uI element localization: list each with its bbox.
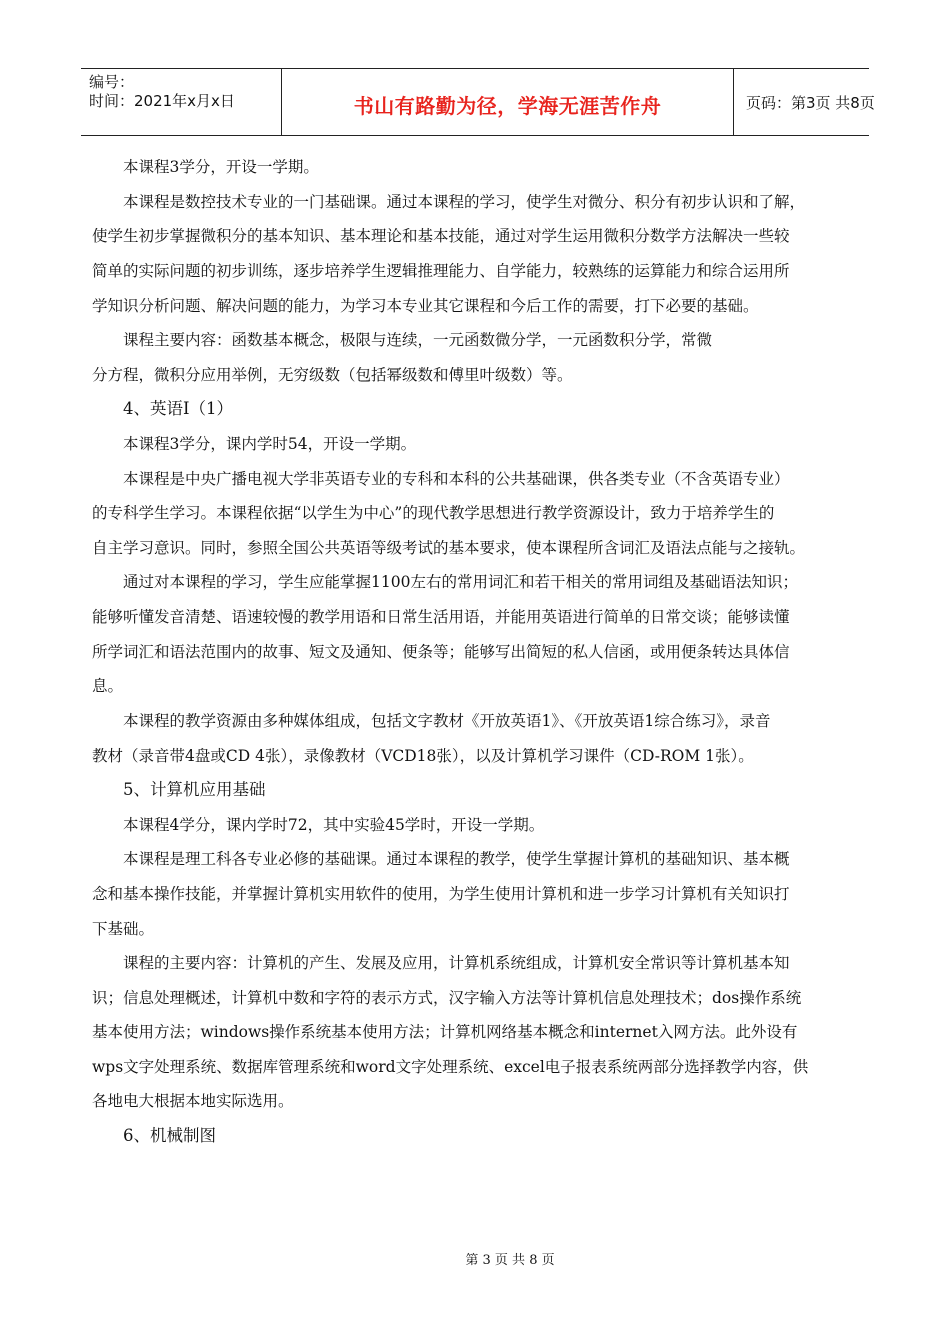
- body-text-line: 本课程4学分，课内学时72，其中实验45学时，开设一学期。: [123, 816, 545, 834]
- body-text-line: 基本使用方法；windows操作系统基本使用方法；计算机网络基本概念和internet入网方法。此外设有: [92, 1023, 798, 1041]
- body-text-line: 本课程3学分，开设一学期。: [123, 158, 319, 176]
- body-text-line: 本课程3学分，课内学时54，开设一学期。: [123, 435, 417, 453]
- body-text-line: 念和基本操作技能，并掌握计算机实用软件的使用，为学生使用计算机和进一步学习计算机有关知识打: [92, 885, 790, 903]
- body-text-line: 所学词汇和语法范围内的故事、短文及通知、便条等；能够写出简短的私人信函，或用便条转达具体信: [92, 643, 790, 661]
- body-text-line: 本课程的教学资源由多种媒体组成，包括文字教材《开放英语1》、《开放英语1综合练习》，录音: [123, 712, 771, 730]
- body-text-line: 本课程是理工科各专业必修的基础课。通过本课程的教学，使学生掌握计算机的基础知识、基本概: [123, 850, 790, 868]
- body-text-line: 使学生初步掌握微积分的基本知识、基本理论和基本技能，通过对学生运用微积分数学方法解决一些较: [92, 227, 790, 245]
- page-header: [81, 68, 875, 136]
- body-text-line: 教材（录音带4盘或CD 4张），录像教材（VCD18张），以及计算机学习课件（CD-ROM 1张）。: [92, 747, 754, 765]
- header-motto-cell: [282, 69, 734, 135]
- body-text-line: 课程主要内容：函数基本概念，极限与连续，一元函数微分学，一元函数积分学，常微: [123, 331, 713, 349]
- body-text-line: 息。: [92, 677, 124, 695]
- body-text-line: wps文字处理系统、数据库管理系统和word文字处理系统、excel电子报表系统两部分选择教学内容，供: [92, 1058, 809, 1076]
- body-text-line: 本课程是数控技术专业的一门基础课。通过本课程的学习，使学生对微分、积分有初步认识和了解，: [123, 193, 806, 211]
- body-text-line: 各地电大根据本地实际选用。: [92, 1092, 294, 1110]
- body-text-line: 的专科学生学习。本课程依据“以学生为中心”的现代教学思想进行教学资源设计，致力于培养学生的: [92, 504, 775, 522]
- section-heading: 4、英语Ⅰ（1）: [123, 399, 234, 418]
- document-number-label: 编号：: [89, 73, 135, 91]
- body-text-line: 课程的主要内容：计算机的产生、发展及应用，计算机系统组成，计算机安全常识等计算机基本知: [123, 954, 790, 972]
- body-text-line: 能够听懂发音清楚、语速较慢的教学用语和日常生活用语，并能用英语进行简单的日常交谈；能够读懂: [92, 608, 790, 626]
- body-text-line: 识；信息处理概述，计算机中数和字符的表示方式，汉字输入方法等计算机信息处理技术；dos操作系统: [92, 989, 802, 1007]
- body-text-line: 学知识分析问题、解决问题的能力，为学习本专业其它课程和今后工作的需要，打下必要的基础。: [92, 297, 759, 315]
- header-left-cell: [81, 69, 282, 135]
- header-right-cell: [734, 69, 875, 135]
- body-text-line: 自主学习意识。同时，参照全国公共英语等级考试的基本要求，使本课程所含词汇及语法点能与之接轨。: [92, 539, 806, 557]
- document-time-label: 时间：2021年x月x日: [89, 92, 235, 110]
- section-heading: 6、机械制图: [123, 1126, 216, 1145]
- page-footer: 第 3 页 共 8 页: [465, 1253, 555, 1268]
- header-motto: 书山有路勤为径，学海无涯苦作舟: [353, 94, 662, 118]
- body-text-line: 分方程，微积分应用举例，无穷级数（包括幂级数和傅里叶级数）等。: [92, 366, 573, 384]
- body-text-line: 通过对本课程的学习，学生应能掌握1100左右的常用词汇和若干相关的常用词组及基础语法知识；: [123, 573, 798, 591]
- body-text-line: 下基础。: [92, 920, 155, 938]
- section-heading: 5、计算机应用基础: [123, 780, 266, 799]
- body-text-line: 简单的实际问题的初步训练，逐步培养学生逻辑推理能力、自学能力，较熟练的运算能力和综合运用所: [92, 262, 790, 280]
- header-page-code: 页码：第3页 共8页: [746, 94, 875, 112]
- body-text-line: 本课程是中央广播电视大学非英语专业的专科和本科的公共基础课，供各类专业（不含英语专业）: [123, 470, 790, 488]
